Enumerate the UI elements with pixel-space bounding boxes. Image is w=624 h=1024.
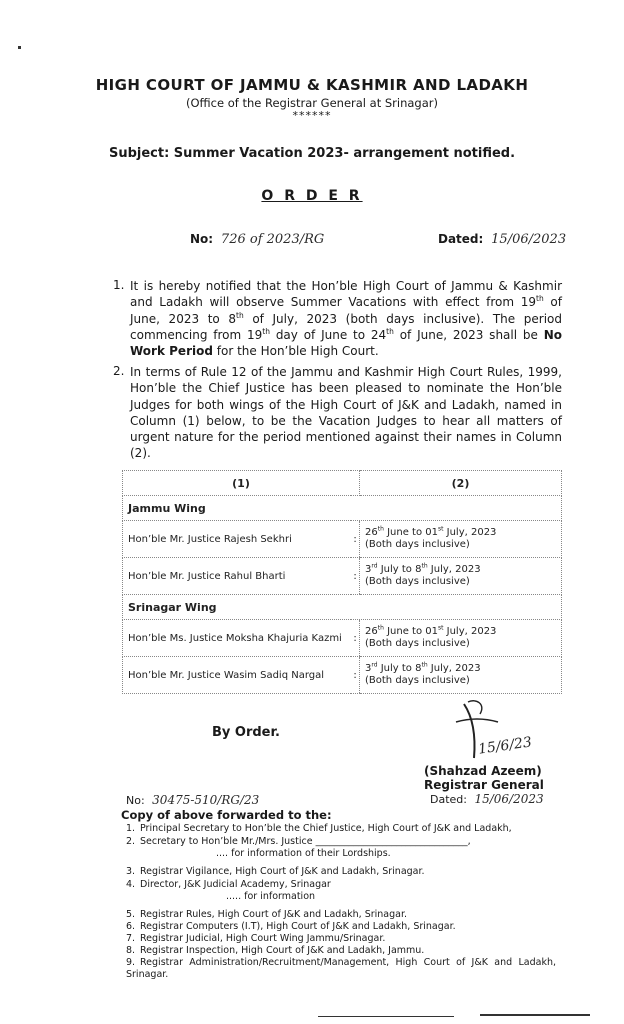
list-item: 1. Principal Secretary to Hon’ble the Chief Justice, High Court of J&K and Ladakh, [126,823,512,834]
by-order: By Order. [212,725,280,740]
colon: : [351,620,360,657]
column-1-header: (1) [123,471,360,496]
footer-rule [318,1016,454,1017]
vacation-period: 3rd July to 8th July, 2023 (Both days inclusive) [360,657,562,694]
endorsement-dated [430,792,544,806]
endorsement-number-label: No: [126,794,145,807]
vacation-period: 26th June to 01st July, 2023 (Both days inclusive) [360,620,562,657]
list-item: 7. Registrar Judicial, High Court Wing Jammu/Srinagar. [126,933,386,944]
judge-name: Hon’ble Mr. Justice Wasim Sadiq Nargal [123,657,352,694]
table-row [123,521,562,558]
order-heading: O R D E R [261,188,363,204]
colon: : [351,657,360,694]
column-2-header: (2) [360,471,562,496]
wing-row-srinagar [123,595,562,620]
endorsement-dated-value: 15/06/2023 [474,792,544,806]
list-item-note: ..... for information [226,891,316,902]
signatory-name: (Shahzad Azeem) [424,764,542,778]
order-number-label: No: [190,232,214,246]
signature-scribble [450,696,570,766]
header-stars: ****** [292,109,332,122]
order-dated-label: Dated: [438,232,484,246]
wing-name: Jammu Wing [123,496,562,521]
order-number-value: 726 of 2023/RG [220,232,325,247]
signatory-title: Registrar General [424,778,544,792]
vacation-judges-table [122,470,562,694]
colon: : [351,521,360,558]
list-item: 4. Director, J&K Judicial Academy, Srinagar [126,879,331,890]
list-item: 5. Registrar Rules, High Court of J&K and Ladakh, Srinagar. [126,909,408,920]
endorsement-number-value: 30475-510/RG/23 [152,793,260,807]
list-item: 6. Registrar Computers (I.T), High Court of J&K and Ladakh, Srinagar. [126,921,456,932]
order-dated [438,232,566,247]
para1-text: It is hereby notified that the Hon’ble High Court of Jammu & Kashmir and Ladakh will observe Summer Vacations with effect from 19th of June, 2023 to 8th of July, 2023 (both days inclusive). The period commencing from 19th day of June to 24th of June, 2023 shall be No Work Period for the Hon’ble High Court. [130,279,562,359]
footer-rule [480,1014,590,1016]
judge-name: Hon’ble Ms. Justice Moksha Khajuria Kazmi [123,620,352,657]
endorsement-dated-label: Dated: [430,793,467,806]
wing-name: Srinagar Wing [123,595,562,620]
judge-name: Hon’ble Mr. Justice Rajesh Sekhri [123,521,352,558]
para2-number: 2. [113,364,125,378]
judge-name: Hon’ble Mr. Justice Rahul Bharti [123,558,352,595]
order-number [190,232,324,247]
table-row [123,620,562,657]
list-item-note: .... for information of their Lordships. [216,848,391,859]
list-item: 9. Registrar Administration/Recruitment/Management, High Court of J&K and Ladakh, Srinagar. [126,957,556,980]
signature-initials: 15/6/23 [477,734,533,758]
para2-text: In terms of Rule 12 of the Jammu and Kashmir High Court Rules, 1999, Hon’ble the Chief Justice has been pleased to nominate the Hon’ble Judges for both wings of the High Court of J&K and Ladakh, named in Column (1) below, to be the Vacation Judges to hear all matters of urgent nature for the period mentioned against their names in Column (2). [130,365,562,461]
list-item: 8. Registrar Inspection, High Court of J&K and Ladakh, Jammu. [126,945,425,956]
para1-number: 1. [113,278,125,292]
copy-heading: Copy of above forwarded to the: [121,808,332,822]
wing-row-jammu [123,496,562,521]
table-row [123,558,562,595]
order-dated-value: 15/06/2023 [491,232,567,247]
vacation-period: 3rd July to 8th July, 2023 (Both days inclusive) [360,558,562,595]
list-item: 2. Secretary to Hon’ble Mr./Mrs. Justice ________________________________, [126,836,471,847]
list-item: 3. Registrar Vigilance, High Court of J&K and Ladakh, Srinagar. [126,866,425,877]
scan-speck [18,46,21,49]
subject-line: Subject: Summer Vacation 2023- arrangement notified. [108,146,516,161]
court-title: HIGH COURT OF JAMMU & KASHMIR AND LADAKH [95,76,529,94]
endorsement-number [126,793,259,807]
table-row [123,657,562,694]
table-header-row [123,471,562,496]
vacation-period: 26th June to 01st July, 2023 (Both days inclusive) [360,521,562,558]
colon: : [351,558,360,595]
office-subtitle: (Office of the Registrar General at Srinagar) [186,96,438,110]
